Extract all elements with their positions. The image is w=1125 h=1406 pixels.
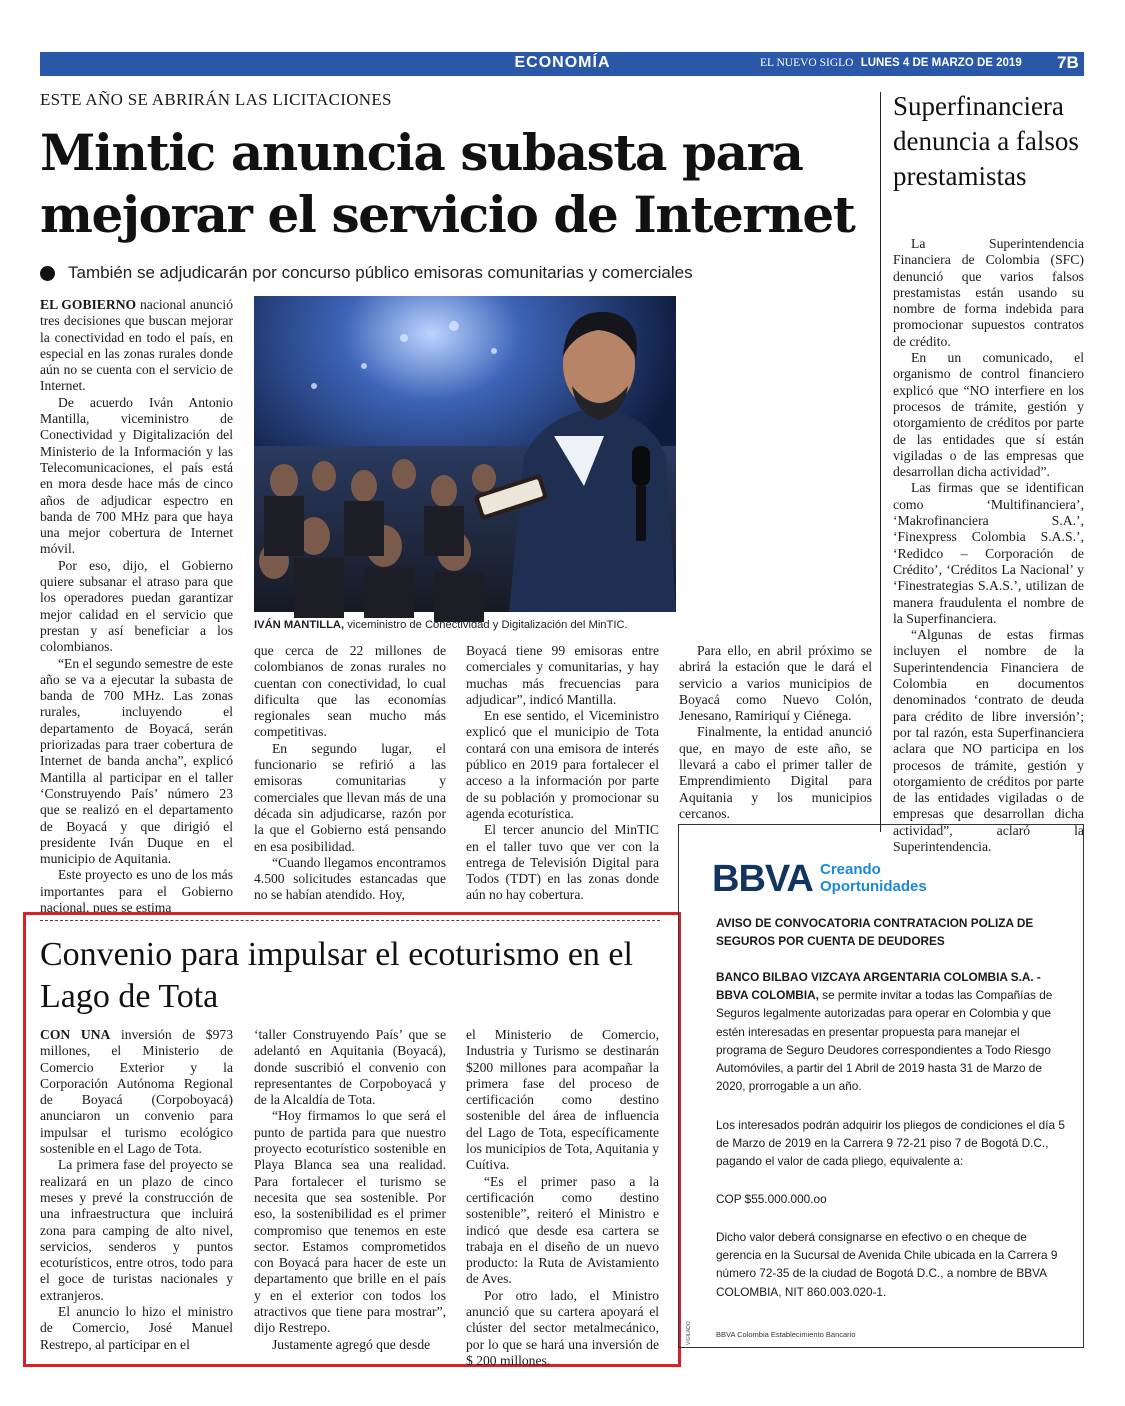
bank-name: BANCO BILBAO VIZCAYA ARGENTARIA COLOMBIA S.A. - BBVA COLOMBIA, <box>716 970 1041 1003</box>
page-number: 7B <box>1057 53 1079 72</box>
subhead: También se adjudicarán por concurso público emisoras comunitarias y comerciales <box>68 263 693 282</box>
paragraph: Las firmas que se identifican como ‘Multifinanciera’, ‘Makrofinanciera S.A.’, ‘Finexpress Colombia S.A.S.’, ‘Redidco – Corporación de Crédito’, ‘Créditos La Nacional’ y ‘Finestrategias S.A.S.’, utilizan de manera fraudulenta el nombre de la Superfinanciera. <box>893 480 1084 626</box>
paragraph: Este proyecto es uno de los más importantes para el Gobierno nacional, pues se estima <box>40 867 233 915</box>
ad-paragraph: Los interesados podrán adquirir los pliegos de condiciones el día 5 de Marzo de 2019 en la Carrera 9 72-21 piso 7 de Bogotá D.C., pagando el valor de cada pliego, equivalente a: <box>716 1118 1065 1169</box>
ad-heading: AVISO DE CONVOCATORIA CONTRATACION POLIZA DE SEGUROS POR CUENTA DE DEUDORES <box>716 916 1034 949</box>
paragraph: Boyacá tiene 99 emisoras entre comerciales y comunitarias, y hay muchas más frecuencias para adjudicar”, indicó Mantilla. <box>466 643 659 707</box>
paragraph: “Hoy firmamos lo que será el punto de partida para que nuestro proyecto ecoturístico sostenible en Playa Blanca sea una realidad. Para fortalecer el turismo se necesita que sea sostenible. Por eso, la sostenibilidad es el primer compromiso que tenemos en este sector. Estamos comprometidos con Boyacá para hacer de este un departamento que brille en el país y en el exterior con todos los atractivos que tiene para mostrar”, dijo Restrepo. <box>254 1108 446 1336</box>
paragraph: En ese sentido, el Viceministro explicó que el municipio de Tota contará con una emisora de interés público en 2019 para fortalecer el acceso a la información por parte de su población y promocionar su agenda ecoturística. <box>466 708 659 821</box>
issue-date: LUNES 4 DE MARZO DE 2019 <box>860 57 1022 69</box>
masthead <box>760 57 1022 69</box>
paragraph: El tercer anuncio del MinTIC en el taller tuvo que ver con la entrega de Televisión Digital para Todos (TDT) en las zonas donde aún no hay cobertura. <box>466 822 659 903</box>
paragraph: Para ello, en abril próximo se abrirá la estación que le dará el servicio a varios municipios de Boyacá como Nuevo Colón, Jenesano, Ramiriquí y Ciénega. <box>679 643 872 724</box>
eco-story-column-3 <box>466 1027 659 1368</box>
paragraph: el Ministerio de Comercio, Industria y Turismo se destinarán $200 millones para acompañar la primera fase del proceso de certificación como destino sostenible del área de influencia del Lago de Tota, específicamente los municipios de Tota, Aquitania y Cuítiva. <box>466 1027 659 1173</box>
bbva-slogan <box>820 861 927 895</box>
ad-paragraph: Dicho valor deberá consignarse en efectivo o en cheque de gerencia en la Sucursal de Avenida Chile ubicada en la Carrera 9 número 72-35 de la ciudad de Bogotá D.C., a nombre de BBVA COLOMBIA, NIT 860.003.020-1. <box>716 1230 1058 1299</box>
paragraph: De acuerdo Iván Antonio Mantilla, viceministro de Conectividad y Digitalización del Ministerio de la Información y las Telecomunicaciones, el país está en mora desde hace más de cinco años de adjudicar espectro en banda de 700 MHz para que haya una mejor cobertura de Internet móvil. <box>40 394 233 557</box>
ad-price: COP $55.000.000.oo <box>716 1192 827 1206</box>
side-story-title: Superfinanciera denuncia a falsos prestamistas <box>893 91 1079 191</box>
paragraph: El anuncio lo hizo el ministro de Comercio, José Manuel Restrepo, al participar en el <box>40 1304 233 1352</box>
caption-name: IVÁN MANTILLA, <box>254 619 345 631</box>
paragraph: “Cuando llegamos encontramos 4.500 solicitudes estancadas que no se habían atendido. Hoy, <box>254 854 446 903</box>
main-story-column-1 <box>40 297 234 915</box>
lead-word: CON UNA <box>40 1027 111 1042</box>
paragraph: Justamente agregó que desde <box>272 1336 431 1352</box>
vigilado-label: VIGILADO <box>686 1321 692 1345</box>
main-story-column-4 <box>679 643 872 821</box>
eco-story-column-1 <box>40 1027 233 1352</box>
headline: Mintic anuncia subasta para mejorar el servicio de Internet <box>40 123 855 244</box>
lead-word: EL GOBIERNO <box>40 297 137 312</box>
slogan-line: Creando <box>820 861 881 878</box>
dashed-rule <box>40 920 660 921</box>
paragraph: que cerca de 22 millones de colombianos de zonas rurales no cuentan con conectividad, lo cual dificulta que las economías regionales sean mucho más competitivas. <box>254 643 446 740</box>
ad-text: se permite invitar a todas las Compañías de Seguros legalmente autorizadas para operar en Colombia y que estén interesadas en presentar propuesta para manejar el programa de Seguro Deudores correspondientes a Todo Riesgo Automóviles, a partir del 1 Abril de 2019 hasta 31 de Marzo de 2020, prorrogable a un año. <box>716 988 1053 1094</box>
photo-ivan-mantilla <box>254 296 676 612</box>
photo-caption <box>254 619 684 631</box>
caption-text: viceministro de Conectividad y Digitalización del MinTIC. <box>344 619 628 631</box>
paragraph: En segundo lugar, el funcionario se refirió a las emisoras comunitarias y comerciales que llevan más de una década sin adjudicarse, razón por la que el Gobierno está pensando en esa posibilidad. <box>254 740 446 854</box>
paragraph: La Superintendencia Financiera de Colombia (SFC) denunció que varios falsos prestamistas están usando su nombre de forma indebida para promocionar supuestos contratos de crédito. <box>893 236 1084 349</box>
ad-footer: BBVA Colombia Establecimiento Bancario <box>716 1330 856 1339</box>
paragraph: “Es el primer paso a la certificación como destino sostenible”, reiteró el Ministro e indicó que desde esa cartera se trabaja en el diseño de un nuevo producto: la Ruta de Avistamiento de Aves. <box>466 1173 659 1287</box>
kicker: ESTE AÑO SE ABRIRÁN LAS LICITACIONES <box>40 90 392 109</box>
main-story-column-3 <box>466 643 659 905</box>
paragraph: En un comunicado, el organismo de control financiero explicó que “NO interfiere en los procesos de trámite, gestión y otorgamiento de créditos por parte de las entidades que sí están vigiladas o de las empresas que desarrollan dicha actividad”. <box>893 350 1084 480</box>
eco-story-column-2 <box>254 1027 446 1352</box>
paragraph: “En el segundo semestre de este año se va a ejecutar la subasta de banda de 700 MHz. Las zonas rurales, incluyendo el departamento de Boyacá, serán priorizadas para traer cobertura de Internet de banda ancha”, explicó Mantilla al participar en el taller ‘Construyendo País’ número 23 que se realizó en el departamento de Boyacá y que dirigió el presidente Iván Duque en el municipio de Aquitania. <box>40 655 233 867</box>
paragraph: nacional anunció tres decisiones que buscan mejorar la conectividad en todo el país, en especial en las zonas rurales donde aún no se cuenta con el servicio de Internet. <box>40 297 234 394</box>
bbva-logo: BBVA <box>712 858 813 900</box>
paragraph: Finalmente, la entidad anunció que, en mayo de este año, se llevará a cabo el primer taller de Emprendimiento Digital para Aquitania y los municipios cercanos. <box>679 724 872 821</box>
paragraph: La primera fase del proyecto se realizará en un plazo de cinco meses y prevé la construcción de una infraestructura que incluirá zona para camping de alto nivel, servicios, senderos y puntos ecoturísticos, entre otros, todo para el goce de turistas nacionales y extranjeros. <box>40 1157 233 1303</box>
column-rule <box>880 92 881 832</box>
paragraph: Por otro lado, el Ministro anunció que su cartera apoyará el clúster del sector metalmecánico, por lo que se hará una inversión de $ 200 millones. <box>466 1287 659 1368</box>
newspaper-name: EL NUEVO SIGLO <box>760 57 854 69</box>
paragraph: ‘taller Construyendo País’ que se adelantó en Aquitania (Boyacá), donde suscribió el convenio con representantes de Corpoboyacá y de la Alcaldía de Tota. <box>254 1027 446 1108</box>
paragraph: “Algunas de estas firmas incluyen el nombre de la Superintendencia Financiera de Colombia en documentos denominados ‘contrato de deuda para crédito de libre inversión’; por tal razón, esta Superfinanciera aclara que NO participa en los procesos de trámite, gestión y otorgamiento de créditos por parte de las entidades vigiladas o de empresas que desarrollan dicha actividad”, aclaró la Superintendencia. <box>893 627 1084 854</box>
eco-story-title: Convenio para impulsar el ecoturismo en el Lago de Tota <box>40 936 633 1015</box>
paragraph: inversión de $973 millones, el Ministerio de Comercio Exterior y la Corporación Autónoma Regional de Boyacá (Corpoboyacá) anunciaron un convenio para impulsar el turismo ecológico sostenible en el Lago de Tota. <box>40 1027 233 1157</box>
ad-paragraph <box>716 968 1066 1095</box>
slogan-line: Oportunidades <box>820 878 927 895</box>
paragraph: Por eso, dijo, el Gobierno quiere subsanar el atraso para que los operadores puedan garantizar mejor calidad en el servicio que prestan y así beneficiar a los colombianos. <box>40 557 233 655</box>
side-story-body <box>893 236 1084 854</box>
bullet-icon <box>40 266 55 281</box>
main-story-column-2 <box>254 643 446 905</box>
section-label: ECONOMÍA <box>514 54 611 71</box>
